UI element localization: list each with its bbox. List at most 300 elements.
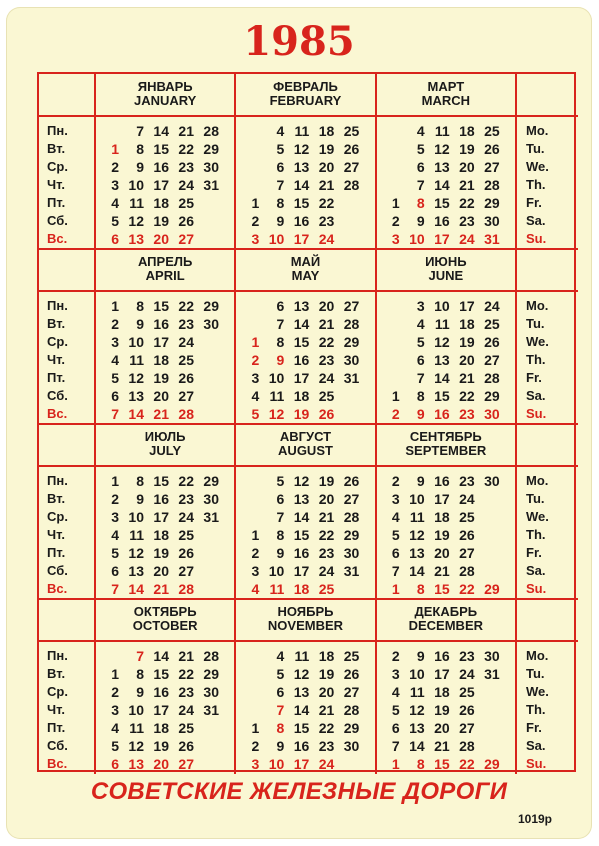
day-number: 28 — [343, 702, 360, 718]
day-number: 21 — [178, 123, 194, 139]
day-number: 20 — [318, 491, 335, 507]
day-number: 30 — [484, 473, 500, 489]
weekday-label-ru: Пт. — [47, 545, 66, 560]
month-name-ru: НОЯБРЬ — [277, 604, 334, 619]
day-number: 28 — [484, 370, 500, 386]
day-number: 2 — [111, 491, 119, 507]
day-number: 13 — [409, 545, 425, 561]
day-number: 2 — [251, 545, 260, 561]
month-name-ru: ДЕКАБРЬ — [414, 604, 478, 619]
day-number: 26 — [178, 213, 194, 229]
day-number: 23 — [178, 491, 194, 507]
day-number: 28 — [343, 509, 360, 525]
day-number: 7 — [276, 509, 285, 525]
weekday-labels-en — [526, 297, 549, 423]
day-number: 23 — [459, 473, 475, 489]
day-number: 15 — [153, 298, 169, 314]
day-number: 16 — [434, 648, 450, 664]
day-number: 26 — [318, 406, 335, 422]
week-row — [384, 683, 512, 701]
day-number: 12 — [128, 213, 144, 229]
weekday-labels-en — [526, 122, 549, 248]
day-number: 9 — [136, 159, 144, 175]
week-row — [243, 158, 371, 176]
day-number: 9 — [136, 684, 144, 700]
day-number: 28 — [203, 123, 219, 139]
day-number: 25 — [178, 195, 194, 211]
week-row — [243, 580, 371, 598]
week-row — [103, 122, 231, 140]
day-number: 21 — [318, 177, 335, 193]
day-number: 30 — [203, 491, 219, 507]
day-number: 30 — [203, 316, 219, 332]
day-number: 16 — [434, 406, 450, 422]
day-number: 10 — [434, 298, 450, 314]
week-row — [103, 230, 231, 248]
day-number: 24 — [318, 370, 335, 386]
weekday-label-en: Mo. — [526, 648, 549, 663]
weekday-label-en: We. — [526, 159, 549, 174]
weekday-label-ru: Ср. — [47, 334, 68, 349]
day-number: 7 — [111, 406, 119, 422]
day-number: 24 — [459, 491, 475, 507]
day-number: 22 — [318, 720, 335, 736]
day-number: 23 — [459, 406, 475, 422]
day-number: 13 — [293, 684, 310, 700]
day-number: 4 — [276, 648, 285, 664]
day-number: 10 — [128, 702, 144, 718]
day-number: 19 — [318, 473, 335, 489]
weekday-label-en: Su. — [526, 406, 547, 421]
day-number: 15 — [434, 581, 450, 597]
week-row — [103, 580, 231, 598]
day-number: 4 — [251, 388, 260, 404]
day-number: 25 — [343, 648, 360, 664]
week-row — [103, 140, 231, 158]
day-number: 23 — [318, 738, 335, 754]
weekday-label-en: Th. — [526, 527, 546, 542]
day-number: 6 — [391, 720, 400, 736]
day-number: 9 — [416, 648, 425, 664]
day-number: 14 — [409, 738, 425, 754]
day-number: 19 — [153, 213, 169, 229]
day-number: 27 — [178, 563, 194, 579]
day-number: 18 — [153, 527, 169, 543]
weekday-labels-ru — [47, 472, 68, 598]
weekday-label-ru: Вс. — [47, 581, 68, 596]
week-row — [243, 315, 371, 333]
month-name-en: MARCH — [421, 93, 471, 108]
day-number: 20 — [153, 563, 169, 579]
day-number: 7 — [391, 563, 400, 579]
week-row — [384, 544, 512, 562]
day-number: 8 — [416, 195, 425, 211]
weekday-labels-ru — [47, 297, 68, 423]
day-number: 14 — [128, 581, 144, 597]
day-number: 5 — [416, 141, 425, 157]
weekday-label-en: Th. — [526, 702, 546, 717]
day-number: 24 — [459, 231, 475, 247]
day-number: 27 — [484, 352, 500, 368]
day-number: 6 — [111, 756, 119, 772]
week-row — [384, 387, 512, 405]
month-name-en: NOVEMBER — [267, 618, 344, 633]
day-number: 8 — [276, 195, 285, 211]
day-number: 4 — [111, 527, 119, 543]
day-number: 23 — [459, 648, 475, 664]
month-days — [103, 122, 231, 248]
day-number: 2 — [391, 406, 400, 422]
month-name-en: DECEMBER — [408, 618, 484, 633]
day-number: 1 — [391, 195, 400, 211]
day-number: 29 — [484, 195, 500, 211]
week-row — [384, 212, 512, 230]
day-number: 9 — [276, 352, 285, 368]
day-number: 16 — [293, 738, 310, 754]
weekday-label-ru: Вт. — [47, 666, 66, 681]
day-number: 7 — [416, 370, 425, 386]
week-row — [243, 665, 371, 683]
day-number: 22 — [178, 298, 194, 314]
day-number: 28 — [178, 406, 194, 422]
day-number: 7 — [136, 648, 144, 664]
month-days — [243, 647, 371, 773]
day-number: 7 — [276, 316, 285, 332]
week-row — [384, 472, 512, 490]
day-number: 22 — [178, 141, 194, 157]
week-row — [384, 647, 512, 665]
month-header — [376, 80, 516, 108]
day-number: 13 — [128, 756, 144, 772]
day-number: 31 — [484, 231, 500, 247]
month-name-en: MAY — [291, 268, 320, 283]
day-number: 5 — [111, 738, 119, 754]
month-name-ru: МАРТ — [427, 79, 465, 94]
weekday-label-ru: Пн. — [47, 298, 68, 313]
month-header — [376, 605, 516, 633]
day-number: 25 — [484, 316, 500, 332]
day-number: 6 — [111, 231, 119, 247]
week-row — [384, 490, 512, 508]
day-number: 5 — [276, 473, 285, 489]
weekday-label-en: Tu. — [526, 141, 545, 156]
day-number: 17 — [434, 666, 450, 682]
day-number: 18 — [153, 352, 169, 368]
day-number: 16 — [153, 491, 169, 507]
day-number: 29 — [343, 527, 360, 543]
day-number: 31 — [203, 177, 219, 193]
week-row — [103, 333, 231, 351]
week-row — [103, 315, 231, 333]
month-name-en: JANUARY — [133, 93, 197, 108]
day-number: 8 — [136, 473, 144, 489]
month-days — [243, 122, 371, 248]
day-number: 8 — [416, 756, 425, 772]
weekday-label-ru: Ср. — [47, 684, 68, 699]
month-header — [95, 430, 235, 458]
day-number: 10 — [409, 491, 425, 507]
day-number: 26 — [343, 473, 360, 489]
day-number: 16 — [434, 213, 450, 229]
day-number: 3 — [391, 491, 400, 507]
week-row — [103, 472, 231, 490]
day-number: 14 — [434, 370, 450, 386]
day-number: 12 — [409, 527, 425, 543]
day-number: 24 — [459, 666, 475, 682]
day-number: 9 — [276, 738, 285, 754]
day-number: 18 — [293, 388, 310, 404]
month-name-ru: ФЕВРАЛЬ — [273, 79, 338, 94]
day-number: 14 — [153, 123, 169, 139]
day-number: 20 — [434, 720, 450, 736]
day-number: 14 — [434, 177, 450, 193]
day-number: 19 — [459, 141, 475, 157]
day-number: 13 — [409, 720, 425, 736]
day-number: 8 — [136, 141, 144, 157]
day-number: 8 — [416, 581, 425, 597]
day-number: 6 — [276, 159, 285, 175]
day-number: 2 — [391, 213, 400, 229]
day-number: 1 — [251, 334, 260, 350]
week-row — [243, 122, 371, 140]
day-number: 11 — [434, 123, 450, 139]
day-number: 8 — [416, 388, 425, 404]
weekday-label-en: Sa. — [526, 563, 546, 578]
week-row — [243, 647, 371, 665]
week-row — [103, 351, 231, 369]
week-row — [384, 122, 512, 140]
day-number: 1 — [251, 195, 260, 211]
day-number: 26 — [178, 370, 194, 386]
weekday-label-en: We. — [526, 684, 549, 699]
weekday-label-en: Fr. — [526, 720, 542, 735]
week-row — [384, 526, 512, 544]
day-number: 29 — [484, 388, 500, 404]
day-number: 22 — [459, 388, 475, 404]
day-number: 15 — [293, 527, 310, 543]
weekday-label-ru: Чт. — [47, 177, 65, 192]
week-row — [103, 647, 231, 665]
day-number: 31 — [343, 563, 360, 579]
day-number: 12 — [409, 702, 425, 718]
day-number: 22 — [318, 195, 335, 211]
day-number: 28 — [343, 177, 360, 193]
day-number: 2 — [111, 159, 119, 175]
day-number: 13 — [128, 563, 144, 579]
day-number: 25 — [178, 720, 194, 736]
day-number: 7 — [416, 177, 425, 193]
day-number: 27 — [178, 756, 194, 772]
day-number: 8 — [276, 527, 285, 543]
week-row — [103, 490, 231, 508]
day-number: 3 — [251, 756, 260, 772]
day-number: 25 — [318, 581, 335, 597]
day-number: 3 — [111, 702, 119, 718]
day-number: 21 — [178, 648, 194, 664]
month-header — [235, 80, 375, 108]
day-number: 14 — [293, 316, 310, 332]
day-number: 28 — [459, 563, 475, 579]
day-number: 4 — [276, 123, 285, 139]
day-number: 28 — [178, 581, 194, 597]
print-code: 1019р — [517, 812, 552, 826]
week-row — [243, 490, 371, 508]
day-number: 30 — [484, 213, 500, 229]
day-number: 1 — [111, 666, 119, 682]
day-number: 11 — [409, 684, 425, 700]
day-number: 24 — [178, 702, 194, 718]
week-row — [384, 176, 512, 194]
day-number: 23 — [318, 352, 335, 368]
weekday-label-ru: Сб. — [47, 213, 68, 228]
week-row — [384, 230, 512, 248]
week-row — [384, 701, 512, 719]
weekday-label-en: We. — [526, 509, 549, 524]
day-number: 18 — [153, 720, 169, 736]
day-number: 3 — [111, 509, 119, 525]
day-number: 4 — [251, 581, 260, 597]
day-number: 5 — [111, 545, 119, 561]
day-number: 29 — [484, 581, 500, 597]
month-header — [376, 430, 516, 458]
day-number: 21 — [153, 406, 169, 422]
day-number: 4 — [391, 684, 400, 700]
day-number: 3 — [111, 334, 119, 350]
week-row — [103, 737, 231, 755]
month-days — [103, 297, 231, 423]
day-number: 14 — [153, 648, 169, 664]
day-number: 4 — [111, 352, 119, 368]
day-number: 4 — [416, 316, 425, 332]
week-row — [384, 580, 512, 598]
day-number: 30 — [484, 406, 500, 422]
day-number: 16 — [293, 545, 310, 561]
day-number: 9 — [136, 491, 144, 507]
day-number: 11 — [434, 316, 450, 332]
month-header — [95, 605, 235, 633]
grid-header-line — [39, 290, 578, 292]
weekday-labels-en — [526, 647, 549, 773]
day-number: 25 — [459, 684, 475, 700]
day-number: 13 — [434, 159, 450, 175]
day-number: 11 — [269, 388, 285, 404]
day-number: 16 — [153, 159, 169, 175]
month-days — [103, 472, 231, 598]
day-number: 17 — [293, 370, 310, 386]
day-number: 17 — [293, 231, 310, 247]
day-number: 27 — [459, 545, 475, 561]
day-number: 7 — [391, 738, 400, 754]
day-number: 12 — [293, 141, 310, 157]
month-name-ru: СЕНТЯБРЬ — [409, 429, 482, 444]
day-number: 13 — [293, 298, 310, 314]
day-number: 9 — [276, 545, 285, 561]
week-row — [384, 719, 512, 737]
day-number: 15 — [434, 388, 450, 404]
day-number: 16 — [293, 352, 310, 368]
week-row — [243, 230, 371, 248]
day-number: 26 — [484, 334, 500, 350]
month-days — [384, 472, 512, 598]
week-row — [384, 194, 512, 212]
day-number: 30 — [484, 648, 500, 664]
day-number: 19 — [434, 702, 450, 718]
month-days — [384, 122, 512, 248]
day-number: 19 — [153, 738, 169, 754]
month-name-en: AUGUST — [278, 443, 333, 458]
grid-hline — [39, 598, 578, 600]
day-number: 30 — [343, 738, 360, 754]
day-number: 15 — [153, 141, 169, 157]
day-number: 12 — [128, 738, 144, 754]
week-row — [384, 315, 512, 333]
weekday-label-en: Su. — [526, 581, 547, 596]
weekday-label-ru: Сб. — [47, 388, 68, 403]
week-row — [243, 194, 371, 212]
month-name-ru: МАЙ — [290, 254, 321, 269]
day-number: 17 — [459, 298, 475, 314]
day-number: 12 — [128, 370, 144, 386]
day-number: 24 — [484, 298, 500, 314]
day-number: 2 — [251, 738, 260, 754]
day-number: 8 — [276, 720, 285, 736]
day-number: 23 — [178, 684, 194, 700]
week-row — [243, 755, 371, 773]
day-number: 21 — [318, 702, 335, 718]
day-number: 10 — [268, 563, 285, 579]
day-number: 1 — [111, 141, 119, 157]
day-number: 14 — [293, 177, 310, 193]
grid-hline — [39, 423, 578, 425]
day-number: 25 — [178, 527, 194, 543]
day-number: 25 — [459, 509, 475, 525]
day-number: 15 — [293, 334, 310, 350]
day-number: 27 — [178, 388, 194, 404]
day-number: 29 — [203, 473, 219, 489]
day-number: 26 — [178, 738, 194, 754]
weekday-label-en: Su. — [526, 231, 547, 246]
week-row — [384, 140, 512, 158]
day-number: 8 — [276, 334, 285, 350]
day-number: 5 — [276, 141, 285, 157]
weekday-label-ru: Вт. — [47, 141, 66, 156]
day-number: 1 — [111, 473, 119, 489]
month-days — [243, 472, 371, 598]
day-number: 24 — [178, 334, 194, 350]
day-number: 18 — [318, 648, 335, 664]
day-number: 3 — [391, 231, 400, 247]
day-number: 23 — [318, 213, 335, 229]
day-number: 21 — [318, 316, 335, 332]
day-number: 10 — [409, 666, 425, 682]
day-number: 23 — [459, 213, 475, 229]
weekday-label-ru: Вс. — [47, 231, 68, 246]
day-number: 9 — [416, 473, 425, 489]
day-number: 7 — [276, 702, 285, 718]
weekday-label-en: Tu. — [526, 316, 545, 331]
weekday-label-en: Th. — [526, 177, 546, 192]
day-number: 29 — [203, 298, 219, 314]
day-number: 30 — [203, 159, 219, 175]
weekday-labels-ru — [47, 122, 68, 248]
day-number: 6 — [416, 159, 425, 175]
day-number: 6 — [416, 352, 425, 368]
day-number: 18 — [459, 123, 475, 139]
month-name-en: OCTOBER — [132, 618, 198, 633]
day-number: 22 — [459, 195, 475, 211]
weekday-labels-ru — [47, 647, 68, 773]
day-number: 12 — [268, 406, 285, 422]
